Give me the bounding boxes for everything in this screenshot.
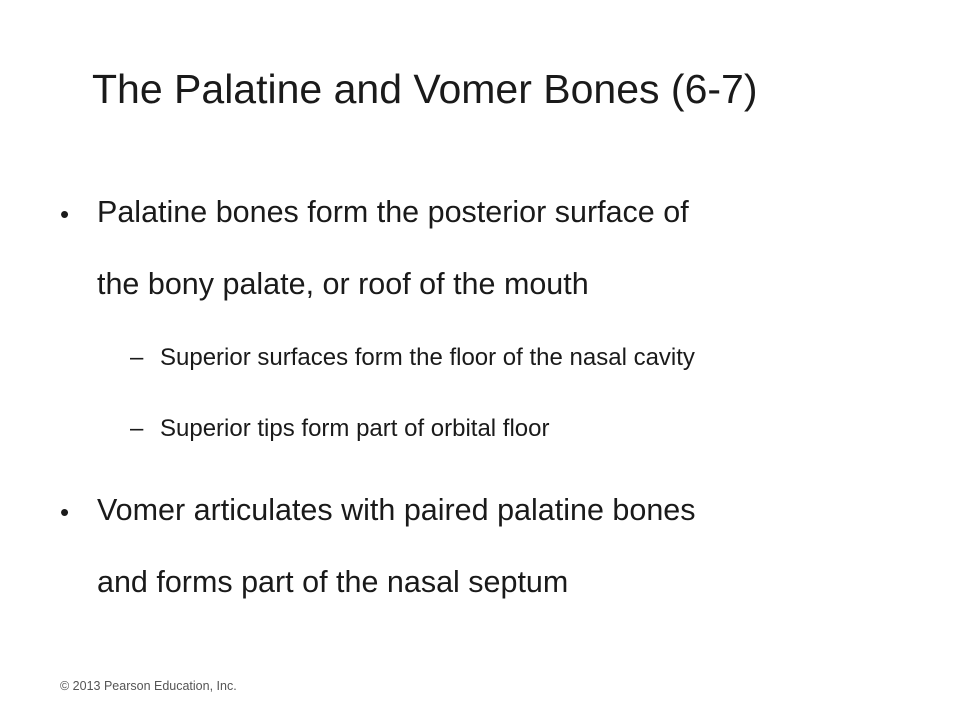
copyright-footer: © 2013 Pearson Education, Inc. [60,679,237,693]
sub-bullet-marker: – [130,344,144,371]
bullet-text [97,474,897,618]
slide-title: The Palatine and Vomer Bones (6-7) [92,66,758,112]
bullet-marker: • [60,199,70,229]
bullet-line: the bony palate, or roof of the mouth [97,267,589,301]
sub-bullet-marker: – [130,415,144,442]
bullet-text [97,176,897,320]
bullet-marker: • [60,497,70,527]
sub-bullet-text: Superior tips form part of orbital floor [160,415,550,442]
bullet-line: Vomer articulates with paired palatine bones [97,493,696,527]
sub-bullet-superior-tips [130,415,910,444]
bullet-line: Palatine bones form the posterior surface of [97,195,689,229]
sub-bullet-superior-surfaces [130,344,910,373]
bullet-line: and forms part of the nasal septum [97,565,569,599]
sub-bullet-text: Superior surfaces form the floor of the nasal cavity [160,344,695,371]
